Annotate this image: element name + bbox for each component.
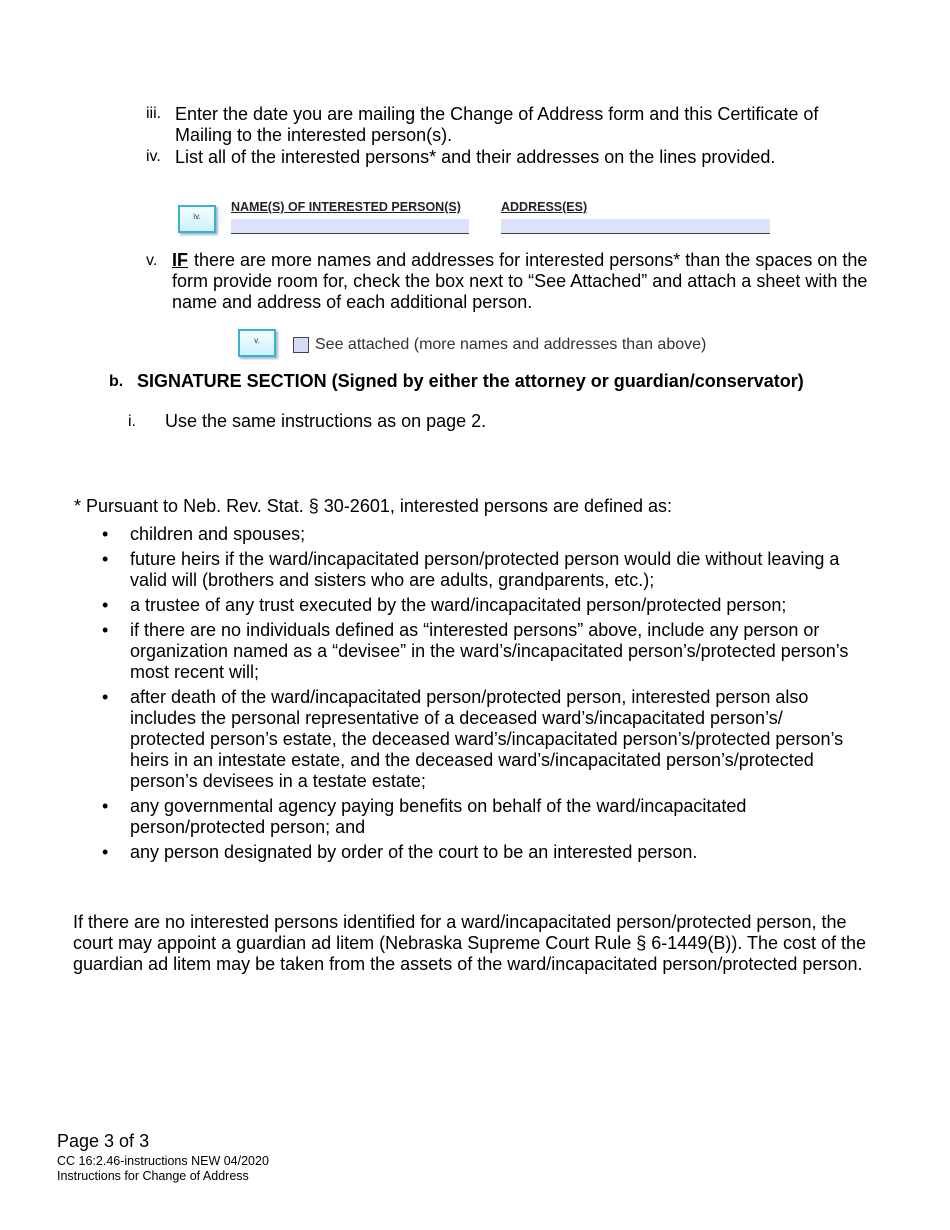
names-input-field[interactable] (231, 219, 469, 234)
step-v-text: there are more names and addresses for interested persons* than the spaces on the form provide room for, check the box next to “See Attached” and attach a sheet with the name and address of each additional person. (172, 250, 868, 312)
step-v-if-emphasis: IF (172, 250, 188, 270)
step-iv-numeral: iv. (146, 148, 161, 165)
section-b-step-i-numeral: i. (128, 413, 136, 430)
see-attached-checkbox[interactable] (293, 337, 309, 353)
section-b-step-i-text: Use the same instructions as on page 2. (165, 411, 487, 431)
list-item: • children and spouses; (100, 524, 860, 545)
list-item: • any person designated by order of the court to be an interested person. (100, 842, 860, 863)
list-item: • a trustee of any trust executed by the ward/incapacitated person/protected person; (100, 595, 860, 616)
names-column-header: NAME(S) OF INTERESTED PERSON(S) (231, 200, 461, 214)
section-b-letter: b. (109, 373, 124, 390)
section-b-title: SIGNATURE SECTION (Signed by either the attorney or guardian/conservator) (137, 371, 804, 391)
step-iii-text: Enter the date you are mailing the Change of Address form and this Certificate of Mailing to the interested person(s). (175, 104, 819, 145)
list-item: • future heirs if the ward/incapacitated person/protected person would die without leaving a valid will (brothers and sisters who are adults, grandparents, etc.); (100, 549, 860, 591)
list-item: • if there are no individuals defined as “interested persons” above, include any person or organization named as a “devisee” in the ward’s/incapacitated person’s/protected person’s most recent will; (100, 620, 860, 683)
address-input-field[interactable] (501, 219, 770, 234)
address-column-header: ADDRESS(ES) (501, 200, 588, 214)
step-v-numeral: v. (146, 252, 158, 269)
definition-intro: * Pursuant to Neb. Rev. Stat. § 30-2601, interested persons are defined as: (74, 496, 673, 516)
footer-form-code: CC 16:2.46-instructions NEW 04/2020 (57, 1154, 269, 1168)
step-v-paragraph (172, 250, 897, 313)
interested-persons-list (100, 524, 860, 867)
callout-v-badge: v. (238, 329, 276, 357)
callout-iv-badge: iv. (178, 205, 216, 233)
footer-form-title: Instructions for Change of Address (57, 1169, 249, 1183)
step-iv-text: List all of the interested persons* and their addresses on the lines provided. (175, 147, 776, 167)
closing-paragraph: If there are no interested persons identified for a ward/incapacitated person/protected person, the court may appoint a guardian ad litem (Nebraska Supreme Court Rule § 6-1449(B)). The cost of the guardian ad litem may be taken from the assets of the ward/incapacitated person/protected person. (73, 912, 867, 974)
see-attached-label: See attached (more names and addresses than above) (315, 336, 707, 353)
list-item: • after death of the ward/incapacitated person/protected person, interested person also includes the personal representative of a deceased ward’s/incapacitated person’s/ protected person’s estate, the deceased ward’s/incapacitated person’s/protected person’s heirs in an intestate estate, and the deceased ward’s/incapacitated person’s/protected person’s devisees in a testate estate; (100, 687, 860, 792)
step-iii-numeral: iii. (146, 105, 162, 122)
list-item: • any governmental agency paying benefits on behalf of the ward/incapacitated person/protected person; and (100, 796, 860, 838)
footer-page-number: Page 3 of 3 (57, 1131, 150, 1151)
